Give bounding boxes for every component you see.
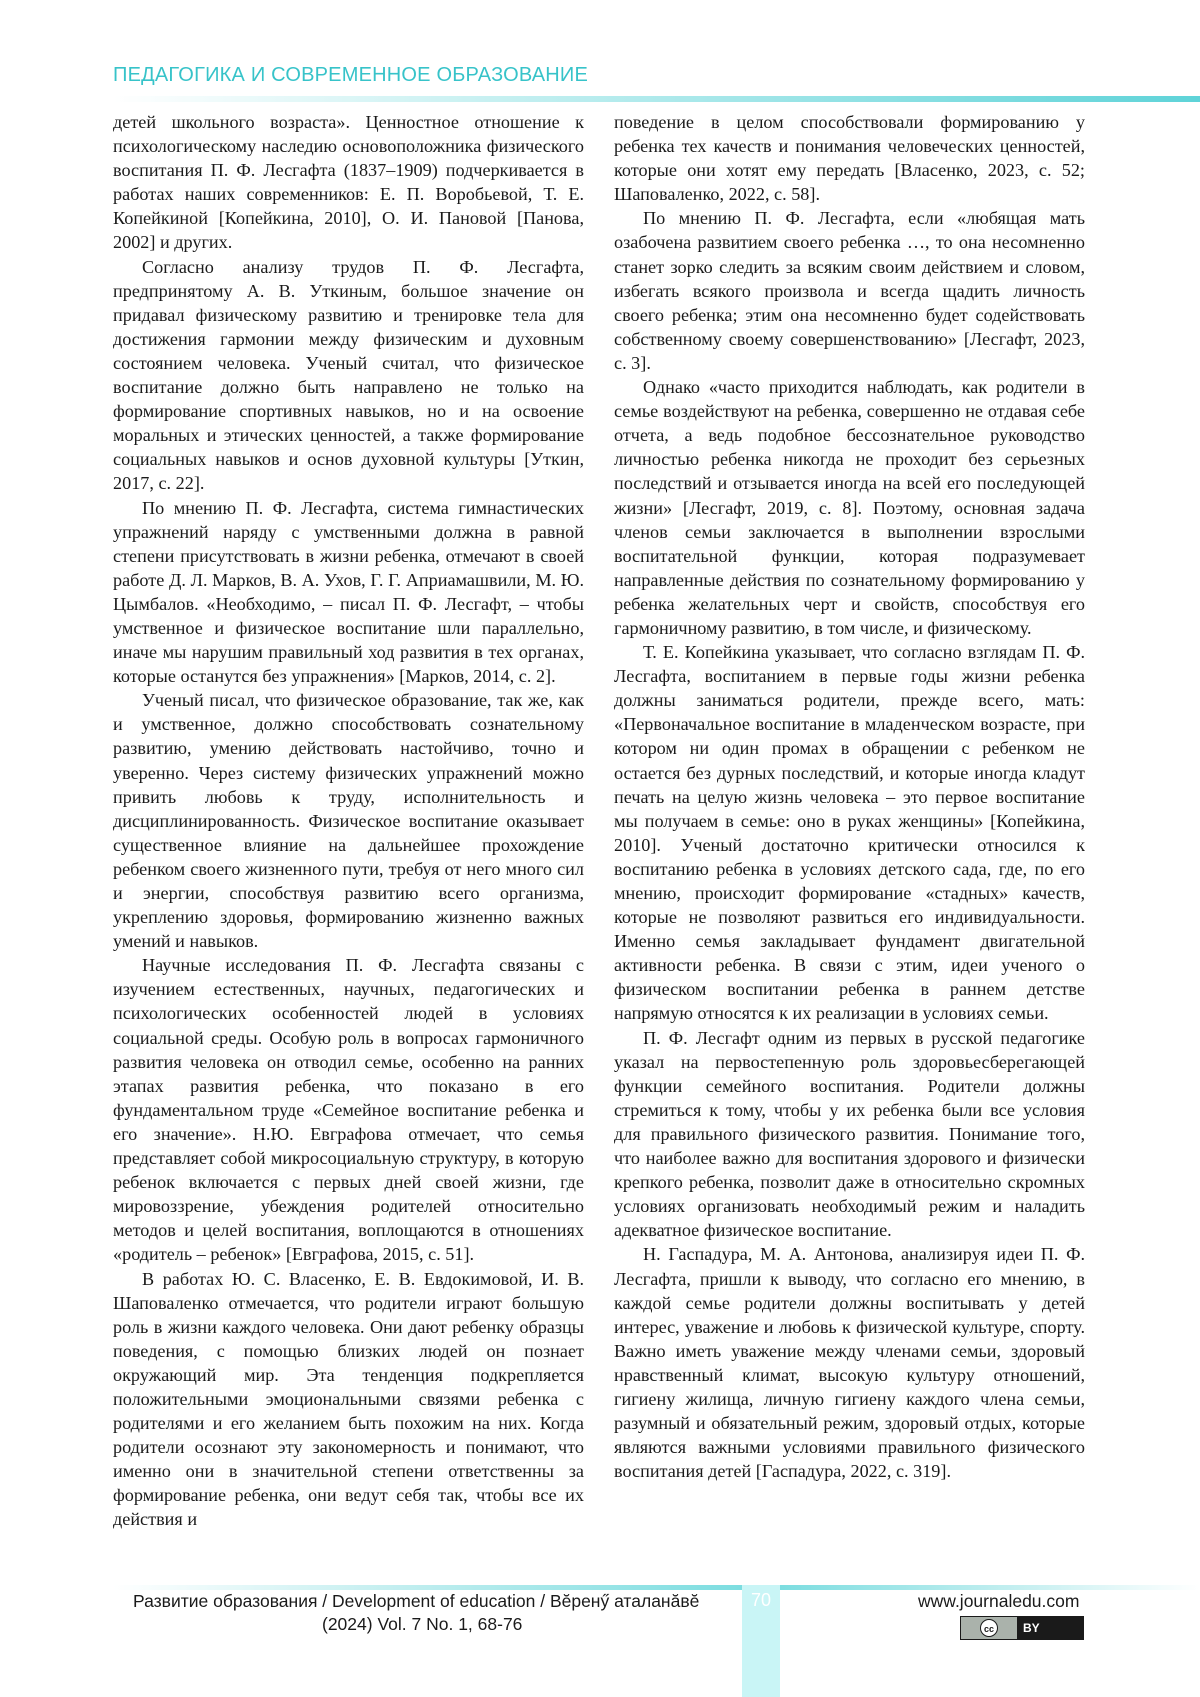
paragraph: По мнению П. Ф. Лесгафта, если «любящая мать озабочена развитием своего ребенка …, то она несомненно станет зорко следить за всяким своим действием и словом, избегать всякого произвола и всегда щадить личность своего ребенка; этим она несомненно будет содействовать собственному своему совершенствованию» [Лесгафт, 2023, с. 3]. [614, 208, 1085, 373]
footer-divider-right [780, 1585, 1200, 1590]
paragraph: Т. Е. Копейкина указывает, что согласно взглядам П. Ф. Лесгафта, воспитанием в первые годы жизни ребенка должны заниматься родители, прежде всего, мать: «Первоначальное воспитание в младенческом возрасте, при котором ни один промах в обращении с ребенком не остается без дурных последствий, и которые иногда кладут печать на целую жизнь человека – это первое воспитание мы получаем в семье: оно в руках женщины» [Копейкина, 2010]. Ученый достаточно критически относился к воспитанию ребенка в условиях детского сада, где, по его мнению, происходит формирование «стадных» качеств, которые не позволяют развиться его индивидуальности. Именно семья закладывает фундамент двигательной активности ребенка. В связи с этим, идеи ученого о физическом воспитании ребенка в раннем детстве напрямую относятся к их реализации в условиях семьи. [614, 642, 1085, 1024]
cc-logo [961, 1617, 1017, 1639]
journal-section-title: ПЕДАГОГИКА И СОВРЕМЕННОЕ ОБРАЗОВАНИЕ [113, 64, 589, 86]
paragraph: По мнению П. Ф. Лесгафта, система гимнастических упражнений наряду с умственными должна в равной степени присутствовать в жизни ребенка, отмечают в своей работе Д. Л. Марков, В. А. Ухов, Г. Г. Априамашвили, М. Ю. Цымбалов. «Необходимо, – писал П. Ф. Лесгафт, – чтобы умственное и физическое воспитание шли параллельно, иначе мы нарушим правильный ход развития в тех органах, которые останутся без упражнения» [Марков, 2014, с. 2]. [113, 497, 584, 687]
paragraph: Однако «часто приходится наблюдать, как родители в семье воздействуют на ребенка, совершенно не отдавая себе отчета, а ведь подобное бессознательное руководство личностью ребенка никогда не проходит без серьезных последствий и отзывается иногда на всей его последующей жизни» [Лесгафт, 2019, с. 8]. Поэтому, основная задача членов семьи заключается в выполнении взрослыми воспитательной функции, которая подразумевает направленные действия по сознательному формированию у ребенка желательных черт и свойств, способствуя его гармоничному развитию, в том числе, и физическому. [614, 377, 1085, 638]
paragraph: детей школьного возраста». Ценностное отношение к психологическому наследию основоположника физического воспитания П. Ф. Лесгафта (1837–1909) подчеркивается в работах наших современников: Е. П. Воробьевой, Т. Е. Копейкиной [Копейкина, 2010], О. И. Пановой [Панова, 2002] и других. [113, 112, 584, 253]
paragraph: П. Ф. Лесгафт одним из первых в русской педагогике указал на первостепенную роль здоровьесберегающей функции семейного воспитания. Родители должны стремиться к тому, чтобы у их ребенка были все условия для правильного физического развития. Понимание того, что наиболее важно для воспитания здорового и физически крепкого ребенка, позволит даже в относительно скромных условиях организовать необходимый режим и наладить адекватное физическое воспитание. [614, 1027, 1085, 1241]
paragraph: Ученый писал, что физическое образование, так же, как и умственное, должно способствовать сознательному развитию, умению действовать настойчиво, точно и уверенно. Через систему физических упражнений можно привить любовь к труду, исполнительность и дисциплинированность. Физическое воспитание оказывает существенное влияние на дальнейшее прохождение ребенком своего жизненного пути, требуя от него много сил и энергии, способствуя развитию всего организма, укреплению здоровья, формированию жизненно важных умений и навыков. [113, 690, 584, 952]
journal-citation-line2: (2024) Vol. 7 No. 1, 68-76 [322, 1614, 523, 1634]
paragraph: Научные исследования П. Ф. Лесгафта связаны с изучением естественных, научных, педагогических и психологических особенностей людей в условиях социальной среды. Особую роль в вопросах гармоничного развития человека он отводил семье, особенно на ранних этапах развития ребенка, что показано в его фундаментальном труде «Семейное воспитание ребенка и его значение». Н.Ю. Евграфова отмечает, что семья представляет собой микросоциальную структуру, в которую ребенок включается с первых дней своей жизни, где мировоззрение, убеждения родителей относительно методов и целей воспитания, воплощаются в отношениях «родитель – ребенок» [Евграфова, 2015, с. 51]. [113, 955, 584, 1265]
paragraph: Н. Гаспадура, М. А. Антонова, анализируя идеи П. Ф. Лесгафта, пришли к выводу, что согласно его мнению, в каждой семье родители должны воспитывать у детей интерес, уважение и любовь к физической культуре, спорту. Важно иметь уважение между членами семьи, здоровый нравственный климат, высокую культуру отношений, гигиену жилища, личную гигиену каждого члена семьи, разумный и обязательный режим, здоровый отдых, которые являются важными условиями правильного физического воспитания детей [Гаспадура, 2022, с. 319]. [614, 1244, 1085, 1482]
cc-by-license-badge[interactable] [960, 1616, 1084, 1640]
journal-citation-line1: Развитие образования / Development of education / Вĕренӳ аталанăвĕ [133, 1591, 700, 1611]
paragraph: поведение в целом способствовали формированию у ребенка тех качеств и понимания человеческих ценностей, которые они хотят ему передать [Власенко, 2023, с. 52; Шаповаленко, 2022, с. 58]. [614, 112, 1085, 205]
page-number: 70 [750, 1590, 772, 1610]
paragraph: Согласно анализу трудов П. Ф. Лесгафта, предпринятому А. В. Уткиным, большое значение он придавал физическому развитию и тренировке тела для достижения гармонии между физическим и духовным состоянием человека. Ученый считал, что физическое воспитание должно быть направлено не только на формирование спортивных навыков, но и на освоение моральных и этических ценностей, а также формирование социальных навыков и основ духовной культуры [Уткин, 2017, с. 22]. [113, 256, 584, 494]
footer-divider-left [113, 1585, 743, 1590]
paragraph: В работах Ю. С. Власенко, Е. В. Евдокимовой, И. В. Шаповаленко отмечается, что родители играют большую роль в жизни каждого человека. Они дают ребенку образцы поведения, с помощью близких людей он познает окружающий мир. Эта тенденция подкрепляется положительными эмоциональными связями ребенка с родителями и его желанием быть похожим на них. Когда родители осознают эту закономерность и понимают, что именно они в значительной степени ответственны за формирование ребенка, они ведут себя так, чтобы все их действия и [113, 1268, 584, 1530]
by-label: BY [1017, 1617, 1083, 1639]
journal-website-link[interactable]: www.journaledu.com [918, 1591, 1080, 1611]
left-text-column [113, 110, 584, 1532]
right-text-column [614, 110, 1085, 1483]
header-divider [113, 96, 1200, 102]
cc-icon: cc [980, 1619, 998, 1637]
